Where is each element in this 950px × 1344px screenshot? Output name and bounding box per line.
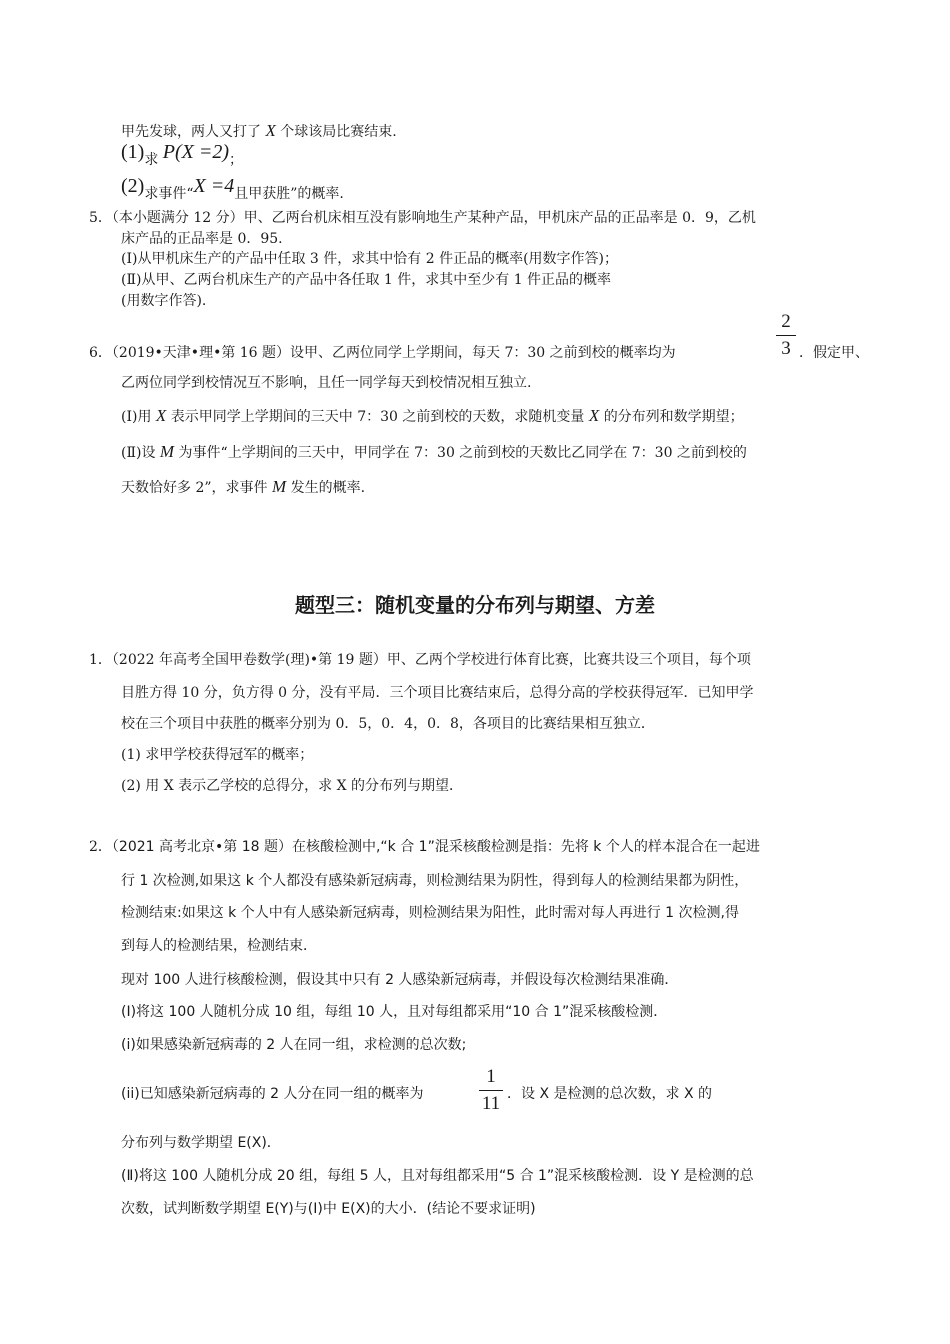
text-fragment: 求 xyxy=(144,152,159,168)
math-variable: X xyxy=(155,406,167,425)
text-fragment: （2021 高考北京•第 18 题）在核酸检测中,“k 合 1”混采核酸检测是指：先将 k 个人的样本混合在一起进 xyxy=(111,839,760,855)
math-expression: X =4 xyxy=(193,175,235,197)
question-label: (2) xyxy=(121,175,145,197)
text-line xyxy=(121,407,744,424)
text-fragment: 为事件“上学期间的三天中，甲同学在 7：30 之前到校的天数比乙同学在 7：30 之前到校的 xyxy=(178,445,747,461)
fraction-denominator: 11 xyxy=(481,1093,501,1114)
text-fragment: 天数恰好多 2”，求事件 xyxy=(121,480,268,496)
text-line: (1) 求甲学校获得冠军的概率； xyxy=(121,747,314,763)
problem-number: 5． xyxy=(89,210,112,226)
s3-problem-2-line1 xyxy=(89,840,760,854)
text-fragment: 表示甲同学上学期间的三天中 7：30 之前到校的天数，求随机变量 xyxy=(170,409,585,425)
text-line: (Ⅱ)将这 100 人随机分成 20 组，每组 5 人，且对每组都采用“5 合 1”混采核酸检测．设 Y 是检测的总 xyxy=(121,1168,754,1184)
fraction-two-thirds xyxy=(776,311,796,360)
problem-6-line1 xyxy=(89,346,676,360)
text-line: 床产品的正品率是 0．95. xyxy=(121,231,283,247)
text-line xyxy=(121,443,747,460)
math-variable: X xyxy=(588,406,600,425)
text-line: 检测结束:如果这 k 个人中有人感染新冠病毒，则检测结果为阳性，此时需对每人再进行 1 次检测,得 xyxy=(121,905,739,921)
math-variable: M xyxy=(271,477,287,496)
math-variable: M xyxy=(159,442,175,461)
text-fragment: 且甲获胜”的概率. xyxy=(234,186,344,202)
fraction-bar xyxy=(479,1090,503,1091)
text-line: 次数，试判断数学期望 E(Y)与(Ⅰ)中 E(X)的大小．(结论不要求证明) xyxy=(121,1201,536,1217)
text-line: 现对 100 人进行核酸检测，假设其中只有 2 人感染新冠病毒，并假设每次检测结果准确． xyxy=(121,972,679,988)
s3-problem-1-line1 xyxy=(89,653,751,667)
problem-number: 6． xyxy=(89,345,112,361)
text-line: (Ⅰ)从甲机床生产的产品中任取 3 件，求其中恰有 2 件正品的概率(用数字作答)； xyxy=(121,251,618,267)
text-line: 目胜方得 10 分，负方得 0 分，没有平局．三个项目比赛结束后，总得分高的学校获得冠军．已知甲学 xyxy=(121,685,754,701)
text-line: 校在三个项目中获胜的概率分别为 0．5，0．4，0．8，各项目的比赛结果相互独立． xyxy=(121,716,655,732)
text-fragment: 个球该局比赛结束. xyxy=(280,124,397,140)
question-2 xyxy=(121,175,344,202)
text-line: 到每人的检测结果，检测结束． xyxy=(121,938,317,954)
text-fragment: （2019•天津•理•第 16 题）设甲、乙两位同学上学期间，每天 7：30 之前到校的概率均为 xyxy=(111,345,676,361)
text-line: (i)如果感染新冠病毒的 2 人在同一组，求检测的总次数; xyxy=(121,1037,467,1053)
math-expression: P(X =2) xyxy=(162,141,230,163)
text-line: 乙两位同学到校情况互不影响，且任一同学每天到校情况相互独立. xyxy=(121,375,532,391)
text-line: 分布列与数学期望 E(X)． xyxy=(121,1135,281,1151)
section-title: 题型三：随机变量的分布列与期望、方差 xyxy=(295,593,655,617)
fraction-denominator: 3 xyxy=(781,338,791,359)
text-fragment: (Ⅰ)用 xyxy=(121,409,152,425)
text-fragment: 求事件“ xyxy=(144,186,194,202)
text-line: (Ⅱ)从甲、乙两台机床生产的产品中各任取 1 件，求其中至少有 1 件正品的概率 xyxy=(121,272,612,288)
problem-number: 1． xyxy=(89,652,112,668)
fraction-numerator: 2 xyxy=(781,311,791,332)
text-fragment: ； xyxy=(229,152,244,168)
text-line: (2) 用 X 表示乙学校的总得分，求 X 的分布列与期望． xyxy=(121,778,464,794)
problem-number: 2． xyxy=(89,839,112,855)
question-label: (1) xyxy=(121,141,145,163)
text-line: (用数字作答). xyxy=(121,293,207,309)
text-fragment: （本小题满分 12 分）甲、乙两台机床相互没有影响地生产某种产品，甲机床产品的正品率是 0．9，乙机 xyxy=(111,210,756,226)
text-fragment: 的分布列和数学期望； xyxy=(603,409,744,425)
text-fragment: （2022 年高考全国甲卷数学(理)•第 19 题）甲、乙两个学校进行体育比赛，比赛共设三个项目，每个项 xyxy=(111,652,751,668)
text-fragment: ．假定甲、 xyxy=(799,345,869,361)
fraction-numerator: 1 xyxy=(486,1066,496,1087)
text-fragment: (ii)已知感染新冠病毒的 2 人分在同一组的概率为 xyxy=(121,1086,424,1102)
text-fragment: ．设 X 是检测的总次数，求 X 的 xyxy=(507,1086,712,1102)
text-fragment: (Ⅱ)设 xyxy=(121,445,156,461)
text-line xyxy=(121,122,397,139)
fraction-bar xyxy=(776,335,796,336)
problem-5-line1 xyxy=(89,211,756,225)
text-line xyxy=(121,478,365,495)
text-fragment: 发生的概率. xyxy=(290,480,366,496)
fraction-one-eleventh xyxy=(479,1066,503,1115)
text-fragment: 甲先发球，两人又打了 xyxy=(121,124,261,140)
text-line: 行 1 次检测,如果这 k 个人都没有感染新冠病毒，则检测结果为阴性，得到每人的检测结果都为阴性， xyxy=(121,873,749,889)
math-variable: X xyxy=(265,121,276,140)
text-line: (Ⅰ)将这 100 人随机分成 10 组，每组 10 人，且对每组都采用“10 合 1”混采核酸检测． xyxy=(121,1004,668,1020)
question-1 xyxy=(121,141,244,168)
